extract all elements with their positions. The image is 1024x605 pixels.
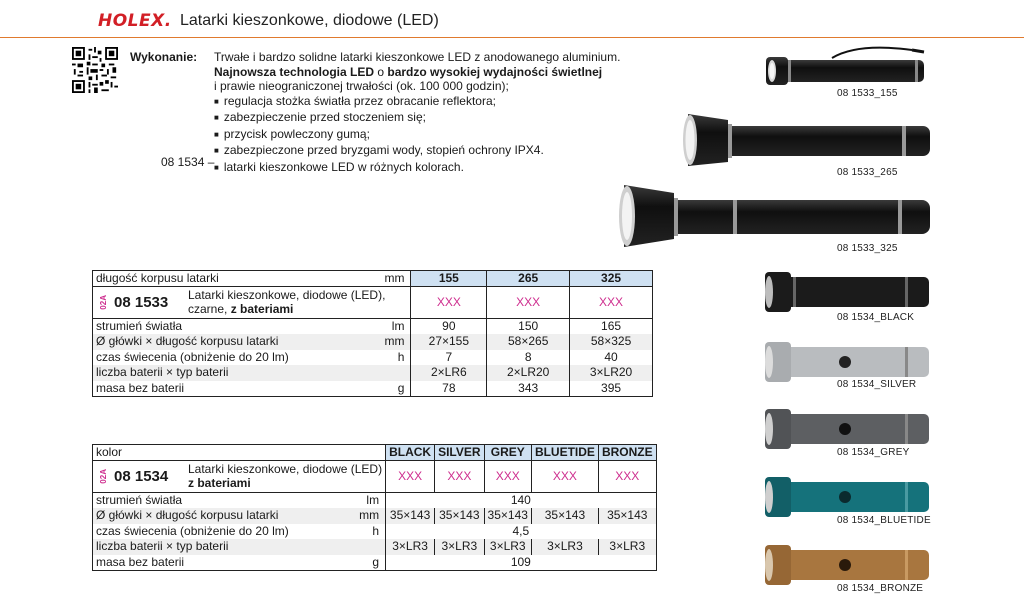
row-label: czas świecenia (obniżenie do 20 lm) xyxy=(96,349,289,364)
row-unit: h xyxy=(372,523,380,538)
table-row xyxy=(93,539,657,555)
column-header: BLACK xyxy=(386,445,435,461)
row-value: 7 xyxy=(411,350,487,366)
row-label: masa bez baterii xyxy=(96,554,185,569)
article-prefix: 08 1534 – xyxy=(161,155,215,169)
product-caption: 08 1534_SILVER xyxy=(837,379,917,390)
description-line: i prawie nieograniczonej trwałości (ok. 100 000 godzin); xyxy=(214,79,509,93)
row-value: 58×265 xyxy=(487,334,570,350)
product-caption: 08 1534_BLUETIDE xyxy=(837,515,931,526)
row-unit: h xyxy=(397,349,405,364)
row-value: 27×155 xyxy=(411,334,487,350)
flashlight-265-image[interactable] xyxy=(682,112,934,168)
row-label: liczba baterii × typ baterii xyxy=(93,539,357,555)
row-value: 3×LR3 xyxy=(598,539,656,555)
row-unit xyxy=(381,365,411,381)
flashlight-325-image[interactable] xyxy=(618,183,934,249)
flashlight-bronze-image[interactable] xyxy=(763,541,933,587)
row-value: 58×325 xyxy=(570,334,653,350)
row-value: 90 xyxy=(411,319,487,335)
article-desc-line: Latarki kieszonkowe, diodowe (LED), xyxy=(188,288,386,302)
page-header xyxy=(0,0,1024,38)
flashlight-bluetide-image[interactable] xyxy=(763,473,933,519)
table-row xyxy=(93,350,653,366)
row-value: 3×LR3 xyxy=(531,539,598,555)
feature-bullet: ■ przycisk powleczony gumą; xyxy=(214,127,620,144)
price-cell[interactable]: XXX xyxy=(411,287,487,319)
article-code[interactable] xyxy=(96,469,188,484)
catalog-tag: 02A xyxy=(99,469,108,484)
article-desc-line xyxy=(188,302,385,316)
column-label: długość korpusu latarki xyxy=(93,271,382,287)
catalog-tag: 02A xyxy=(99,295,108,310)
description-line xyxy=(214,65,620,80)
table-header-row xyxy=(93,271,653,287)
row-value: 343 xyxy=(487,381,570,397)
row-unit xyxy=(356,539,386,555)
article-description xyxy=(188,287,385,318)
article-cell xyxy=(93,287,411,319)
qr-code-icon[interactable] xyxy=(72,47,118,93)
row-label: strumień światła xyxy=(96,319,183,333)
table-row xyxy=(93,334,653,350)
article-code[interactable] xyxy=(96,295,188,310)
product-caption: 08 1533_265 xyxy=(837,167,898,178)
row-unit: lm xyxy=(366,493,380,507)
row-value: 3×LR3 xyxy=(484,539,531,555)
column-label: kolor xyxy=(93,445,386,461)
row-label: strumień światła xyxy=(96,493,183,507)
spec-table-08-1533 xyxy=(92,270,653,397)
feature-bullet: ■ zabezpieczenie przed stoczeniem się; xyxy=(214,110,620,127)
flashlight-black-image[interactable] xyxy=(763,268,933,314)
article-row xyxy=(93,287,653,319)
brand-logo: HOLEX. xyxy=(98,11,172,31)
row-value: 109 xyxy=(386,555,657,571)
row-value: 35×143 xyxy=(435,508,484,524)
connector-text: o xyxy=(374,64,388,79)
row-value: 40 xyxy=(570,350,653,366)
article-desc-text: czarne, xyxy=(188,302,231,316)
row-value: 3×LR3 xyxy=(435,539,484,555)
flashlight-155-image[interactable] xyxy=(762,44,932,90)
row-unit: mm xyxy=(356,508,386,524)
table-row xyxy=(93,508,657,524)
description-label: Wykonanie: xyxy=(130,50,198,64)
table-row xyxy=(93,555,657,571)
row-value: 4,5 xyxy=(386,524,657,540)
row-label: Ø główki × długość korpusu latarki xyxy=(93,334,382,350)
column-header: BLUETIDE xyxy=(531,445,598,461)
description-line: Trwałe i bardzo solidne latarki kieszonkowe LED z anodowanego aluminium. xyxy=(214,50,621,64)
spec-table-08-1534 xyxy=(92,444,657,571)
price-cell[interactable]: XXX xyxy=(531,461,598,493)
page-title: Latarki kieszonkowe, diodowe (LED) xyxy=(180,12,439,29)
price-cell[interactable]: XXX xyxy=(484,461,531,493)
table-row xyxy=(93,365,653,381)
article-number: 08 1534 xyxy=(114,468,169,485)
table-row xyxy=(93,524,657,540)
description-text xyxy=(214,50,620,176)
table-row xyxy=(93,381,653,397)
row-value: 35×143 xyxy=(386,508,435,524)
product-caption: 08 1533_325 xyxy=(837,243,898,254)
row-value: 35×143 xyxy=(598,508,656,524)
product-caption: 08 1534_BLACK xyxy=(837,312,915,323)
feature-bullet: ■ regulacja stożka światła przez obracanie reflektora; xyxy=(214,94,620,111)
row-label: czas świecenia (obniżenie do 20 lm) xyxy=(96,523,289,538)
article-cell xyxy=(93,461,386,493)
row-value: 150 xyxy=(487,319,570,335)
table-header-row xyxy=(93,445,657,461)
column-header: 325 xyxy=(570,271,653,287)
row-unit: lm xyxy=(391,319,405,333)
row-value: 2×LR6 xyxy=(411,365,487,381)
article-row xyxy=(93,461,657,493)
price-cell[interactable]: XXX xyxy=(487,287,570,319)
article-number: 08 1533 xyxy=(114,294,169,311)
row-value: 78 xyxy=(411,381,487,397)
row-value: 165 xyxy=(570,319,653,335)
row-value: 2×LR20 xyxy=(487,365,570,381)
feature-bullet: ■ latarki kieszonkowe LED w różnych kolorach. xyxy=(214,160,620,177)
price-cell[interactable]: XXX xyxy=(598,461,656,493)
unit-label: mm xyxy=(381,271,411,287)
feature-bullet: ■ zabezpieczone przed bryzgami wody, stopień ochrony IPX4. xyxy=(214,143,620,160)
led-technology-text: Najnowsza technologia LED xyxy=(214,64,375,79)
row-value: 3×LR20 xyxy=(570,365,653,381)
row-label: Ø główki × długość korpusu latarki xyxy=(93,508,357,524)
row-value: 3×LR3 xyxy=(386,539,435,555)
product-caption: 08 1533_155 xyxy=(837,88,898,99)
row-value: 395 xyxy=(570,381,653,397)
row-label: liczba baterii × typ baterii xyxy=(93,365,382,381)
row-value: 35×143 xyxy=(531,508,598,524)
article-desc-line: Latarki kieszonkowe, diodowe (LED) xyxy=(188,462,383,476)
column-header: SILVER xyxy=(435,445,484,461)
row-value: 140 xyxy=(386,493,657,509)
flashlight-grey-image[interactable] xyxy=(763,405,933,451)
table-row xyxy=(93,319,653,335)
article-desc-bold: z bateriami xyxy=(188,476,251,490)
flashlight-silver-image[interactable] xyxy=(763,338,933,384)
article-desc-bold: z bateriami xyxy=(230,302,294,316)
price-cell[interactable]: XXX xyxy=(435,461,484,493)
row-unit: g xyxy=(397,380,405,395)
product-caption: 08 1534_GREY xyxy=(837,447,910,458)
price-cell[interactable]: XXX xyxy=(386,461,435,493)
column-header: GREY xyxy=(484,445,531,461)
row-label: masa bez baterii xyxy=(96,380,185,395)
row-unit: mm xyxy=(381,334,411,350)
table-row xyxy=(93,493,657,509)
article-description xyxy=(188,461,382,492)
row-value: 35×143 xyxy=(484,508,531,524)
row-unit: g xyxy=(372,554,380,569)
column-header: 155 xyxy=(411,271,487,287)
column-header: 265 xyxy=(487,271,570,287)
product-caption: 08 1534_BRONZE xyxy=(837,583,924,594)
column-header: BRONZE xyxy=(598,445,656,461)
row-value: 8 xyxy=(487,350,570,366)
efficiency-text: bardzo wysokiej wydajności świetlnej xyxy=(387,64,603,79)
price-cell[interactable]: XXX xyxy=(570,287,653,319)
